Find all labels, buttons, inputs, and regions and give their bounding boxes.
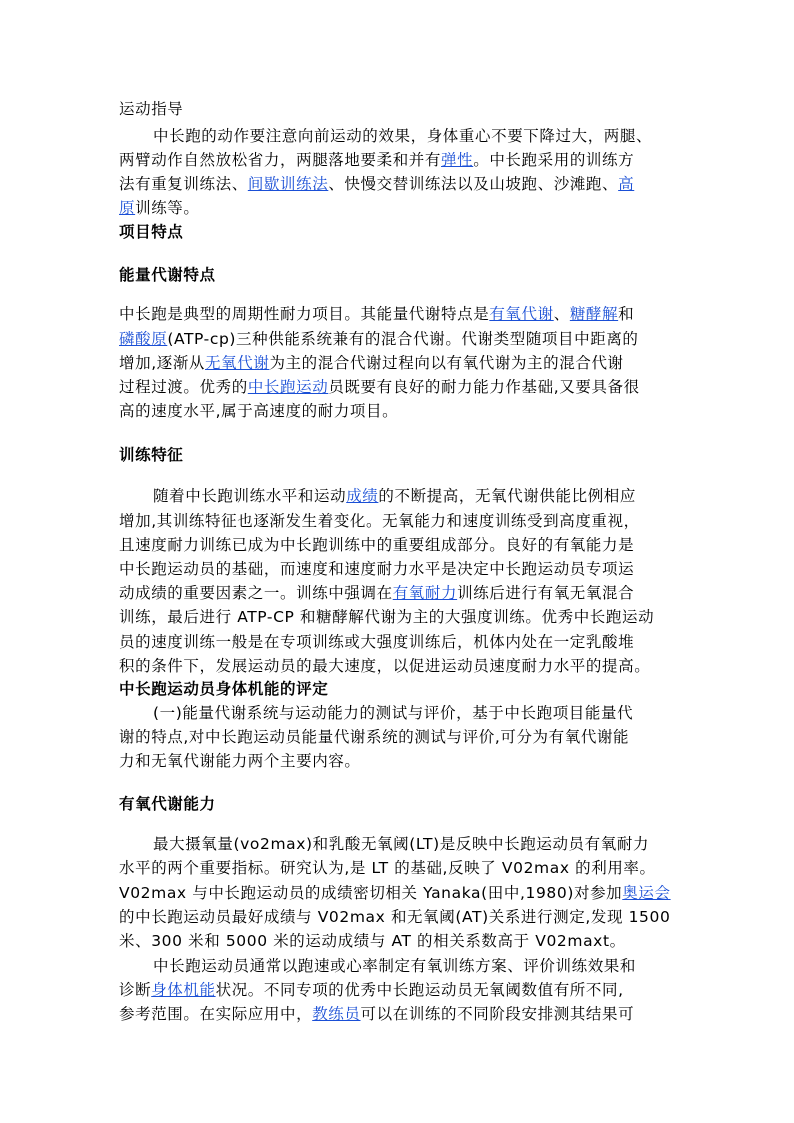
text-run: 增加,逐渐从 [119, 354, 206, 372]
heading-text: 中长跑运动员身体机能的评定 [119, 680, 329, 698]
text-run: 的不断提高，无氧代谢供能比例相应 [378, 487, 637, 505]
link-aerobic-metabolism[interactable]: 有氧代谢 [489, 305, 554, 323]
text-run: V02max 与中长跑运动员的成绩密切相关 Yanaka(田中,1980)对参加 [119, 884, 623, 902]
text-line [119, 99, 183, 121]
text-run: 最大摄氧量(vo2max)和乳酸无氧阈(LT)是反映中长跑运动员有氧耐力 [153, 835, 650, 853]
section-heading [119, 222, 183, 244]
text-run: 高的速度水平,属于高速度的耐力项目。 [119, 402, 399, 420]
link-coach[interactable]: 教练员 [312, 1005, 361, 1023]
paragraph-line [119, 907, 670, 929]
paragraph-line [153, 956, 636, 978]
section-heading [119, 794, 216, 816]
text-run: 参考范围。在实际应用中， [119, 1005, 313, 1023]
paragraph-line [119, 377, 640, 399]
paragraph-line [119, 858, 656, 880]
text-run: 两臂动作自然放松省力，两腿落地要柔和并有 [119, 151, 442, 169]
section-heading [119, 679, 328, 701]
paragraph-line [119, 353, 624, 375]
text-run: 和 [618, 305, 635, 323]
text-run: 为主的混合代谢过程向以有氧代谢为主的混合代谢 [269, 354, 624, 372]
link-chengji[interactable]: 成绩 [346, 487, 379, 505]
link-tanxing[interactable]: 弹性 [441, 151, 474, 169]
text-run: 员的速度训练一般是在专项训练或大强度训练后，机体内处在一定乳酸堆 [119, 633, 635, 651]
paragraph-line [119, 632, 634, 654]
text-run: 中长跑运动员的基础，而速度和速度耐力水平是决定中长跑运动员专项运 [119, 560, 635, 578]
paragraph-line [119, 329, 639, 351]
section-label: 运动指导 [119, 100, 184, 118]
link-aerobic-endurance[interactable]: 有氧耐力 [392, 584, 458, 602]
text-run: 增加,其训练特征也逐渐发生着变化。无氧能力和速度训练受到高度重视， [119, 512, 640, 530]
link-olympics[interactable]: 奥运会 [622, 884, 671, 902]
text-run: 训练，最后进行 ATP-CP 和糖酵解代谢为主的大强度训练。优秀中长跑运动 [119, 608, 655, 626]
text-run: 、 [553, 305, 570, 323]
link-middle-distance-running[interactable]: 中长跑运动 [247, 378, 329, 396]
paragraph-line [153, 834, 649, 856]
text-run: 过程过渡。优秀的 [119, 378, 248, 396]
section-heading [119, 445, 183, 467]
paragraph-line [153, 703, 633, 725]
text-run: 员既要有良好的耐力能力作基础,又要具备很 [328, 378, 640, 396]
paragraph-line [119, 304, 634, 326]
paragraph-line [119, 656, 650, 678]
heading-text: 训练特征 [119, 446, 184, 464]
paragraph-line [119, 198, 200, 220]
text-run: 诊断 [119, 981, 152, 999]
paragraph-line [119, 401, 398, 423]
section-heading [119, 265, 216, 287]
link-body-function[interactable]: 身体机能 [151, 981, 216, 999]
link-anaerobic-metabolism[interactable]: 无氧代谢 [205, 354, 270, 372]
paragraph-line [119, 607, 654, 629]
paragraph-line [153, 126, 652, 148]
text-run: 米、300 米和 5000 米的运动成绩与 AT 的相关系数高于 V02maxt。 [119, 932, 626, 950]
heading-text: 项目特点 [119, 223, 184, 241]
text-run: 且速度耐力训练已成为中长跑训练中的重要组成部分。良好的有氧能力是 [119, 536, 635, 554]
paragraph-line [119, 883, 671, 905]
text-run: 积的条件下，发展运动员的最大速度，以促进运动员速度耐力水平的提高。 [119, 657, 651, 675]
paragraph-line [119, 727, 629, 749]
text-run: 水平的两个重要指标。研究认为,是 LT 的基础,反映了 V02max 的利用率。 [119, 859, 656, 877]
text-run: 中长跑是典型的周期性耐力项目。其能量代谢特点是 [119, 305, 490, 323]
text-run: (一)能量代谢系统与运动能力的测试与评价，基于中长跑项目能量代 [153, 704, 634, 722]
text-run: 。中长跑采用的训练方 [473, 151, 635, 169]
text-run: 随着中长跑训练水平和运动 [153, 487, 347, 505]
heading-text: 有氧代谢能力 [119, 795, 216, 813]
text-run: 中长跑的动作要注意向前运动的效果，身体重心不要下降过大，两腿、 [153, 127, 653, 145]
link-interval-training[interactable]: 间歇训练法 [247, 175, 329, 193]
paragraph-line [153, 486, 636, 508]
text-run: 可以在训练的不同阶段安排测其结果可 [360, 1005, 635, 1023]
paragraph-line [119, 559, 634, 581]
text-run: (ATP-cp)三种供能系统兼有的混合代谢。代谢类型随项目中距离的 [167, 330, 639, 348]
link-plateau-part1[interactable]: 高 [618, 175, 635, 193]
text-run: 状况。不同专项的优秀中长跑运动员无氧阈数值有所不同, [215, 981, 624, 999]
paragraph-line [119, 150, 634, 172]
heading-text: 能量代谢特点 [119, 266, 216, 284]
text-run: 力和无氧代谢能力两个主要内容。 [119, 752, 361, 770]
text-run: 动成绩的重要因素之一。训练中强调在 [119, 584, 393, 602]
link-glycolysis[interactable]: 糖酵解 [569, 305, 619, 323]
text-run: 训练等。 [135, 199, 200, 217]
link-plateau-part2[interactable]: 原 [119, 199, 136, 217]
paragraph-line [119, 174, 634, 196]
paragraph-line [119, 511, 640, 533]
text-run: 法有重复训练法、 [119, 175, 248, 193]
paragraph-line [119, 535, 634, 557]
text-run: 训练后进行有氧无氧混合 [457, 584, 635, 602]
paragraph-line [119, 980, 624, 1002]
paragraph-line [119, 931, 626, 953]
paragraph-line [119, 1004, 634, 1026]
paragraph-line [119, 751, 361, 773]
link-phosphagen[interactable]: 磷酸原 [119, 330, 168, 348]
text-run: 中长跑运动员通常以跑速或心率制定有氧训练方案、评价训练效果和 [153, 957, 637, 975]
text-run: 、快慢交替训练法以及山坡跑、沙滩跑、 [328, 175, 619, 193]
text-run: 谢的特点,对中长跑运动员能量代谢系统的测试与评价,可分为有氧代谢能 [119, 728, 630, 746]
text-run: 的中长跑运动员最好成绩与 V02max 和无氧阈(AT)关系进行测定,发现 1500 [119, 908, 671, 926]
paragraph-line [119, 583, 634, 605]
